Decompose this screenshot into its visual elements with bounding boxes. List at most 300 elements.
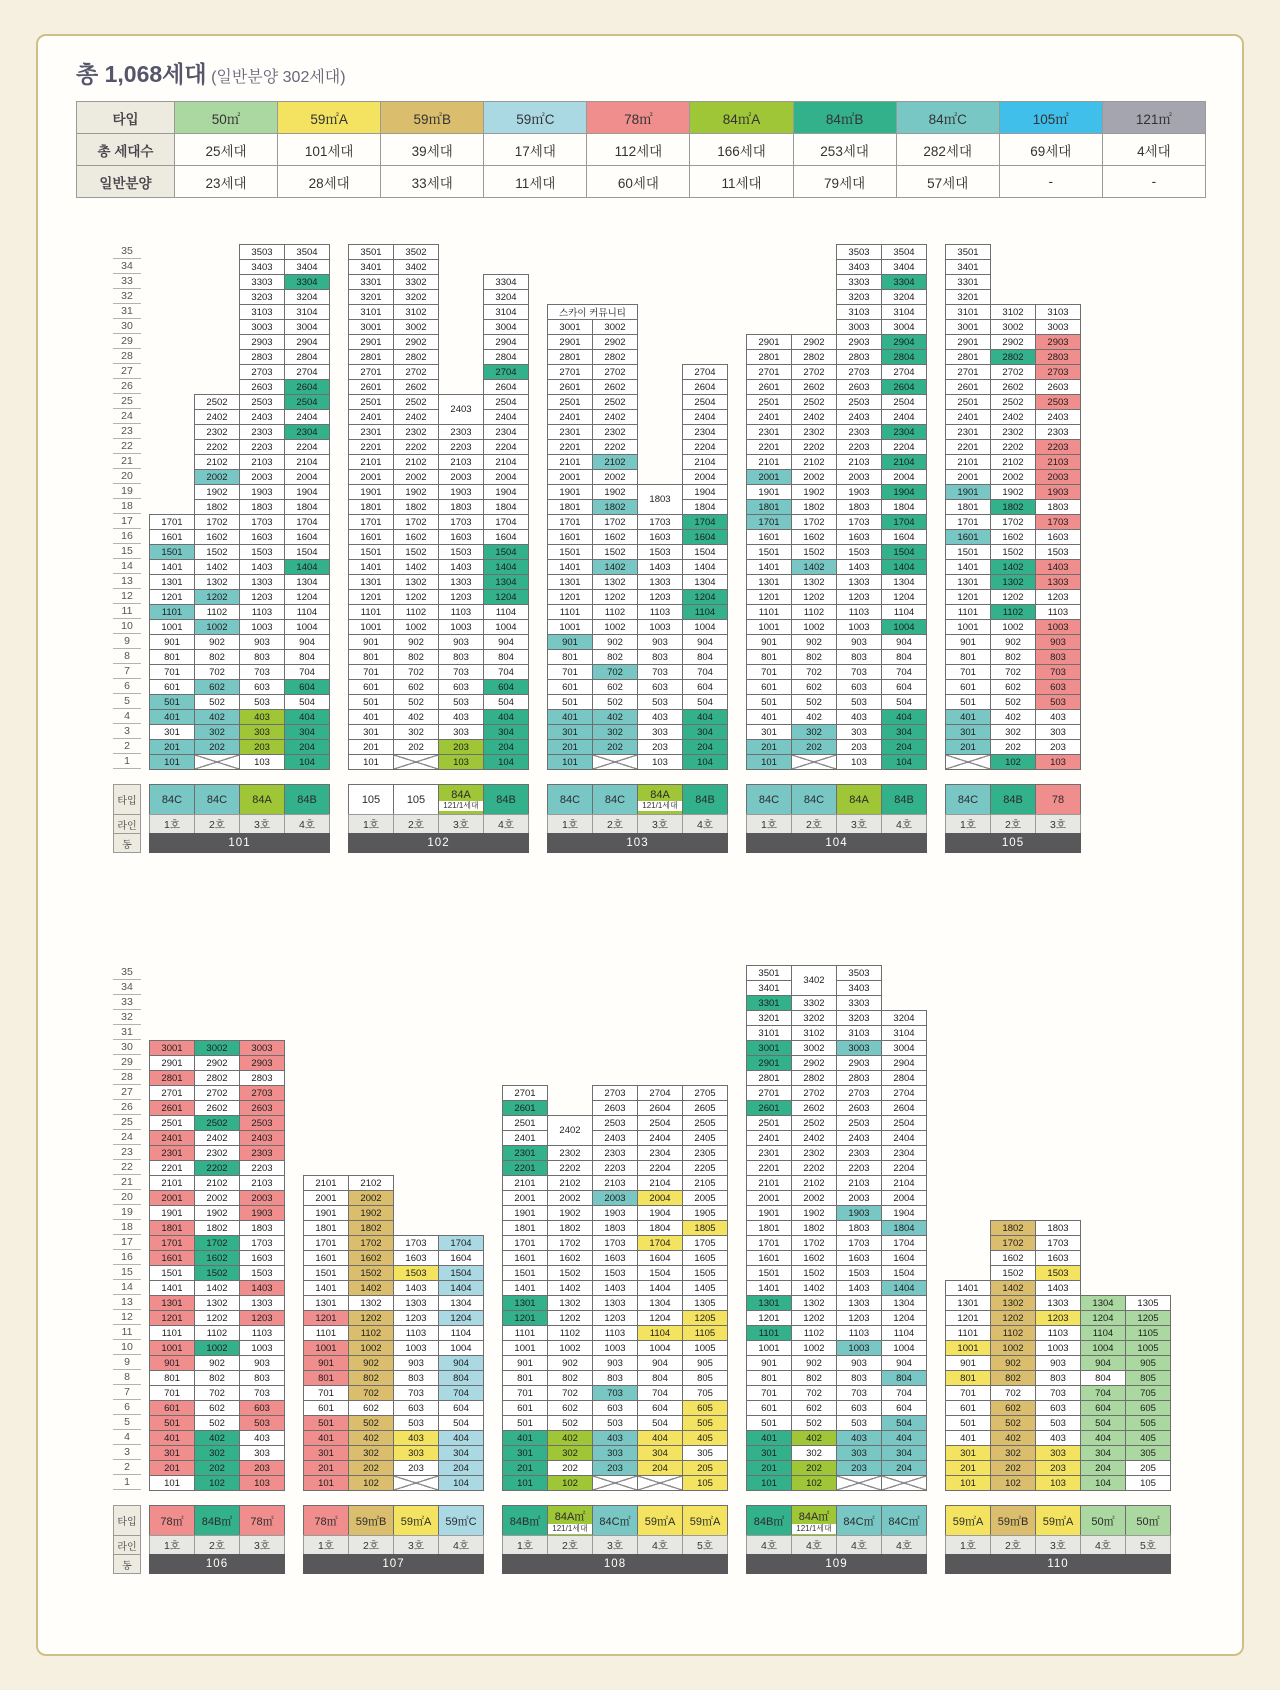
- unit-cell: 2003: [438, 469, 484, 485]
- unit-cell: 405: [1125, 1430, 1171, 1446]
- unit-cell: 2801: [348, 349, 394, 365]
- unit-cell: 505: [682, 1415, 728, 1431]
- summary-general-cell: -: [999, 166, 1102, 198]
- unit-cell: 1502: [592, 544, 638, 560]
- unit-cell: 1703: [393, 1235, 439, 1251]
- unit-cell: 1602: [990, 1250, 1036, 1266]
- unit-cell: 2202: [990, 439, 1036, 455]
- unit-cell: 201: [746, 739, 792, 755]
- unit-cell: 1802: [348, 1220, 394, 1236]
- footer-type-cell: [547, 784, 593, 815]
- unit-cell: 2401: [149, 1130, 195, 1146]
- unit-cell: 1502: [990, 1265, 1036, 1281]
- footer-line-cell: 4호: [836, 1535, 882, 1555]
- footer-line-cell: 4호: [483, 814, 529, 834]
- footer-type-cell: [592, 784, 638, 815]
- unit-cell: 2203: [836, 439, 882, 455]
- unit-cell: 2302: [791, 1145, 837, 1161]
- unit-cell: 601: [945, 679, 991, 695]
- footer-type-label: 84A: [650, 788, 670, 801]
- unit-cell: 703: [393, 1385, 439, 1401]
- unit-cell: 804: [284, 649, 330, 665]
- unit-cell: 3001: [547, 319, 593, 335]
- unit-cell: 1002: [990, 1340, 1036, 1356]
- unit-cell: 2104: [284, 454, 330, 470]
- unit-cell: 403: [1035, 1430, 1081, 1446]
- unit-cell: 201: [502, 1460, 548, 1476]
- unit-cell: 1502: [393, 544, 439, 560]
- footer-type-label: 50㎡: [1136, 1515, 1160, 1528]
- unit-cell: 2403: [592, 1130, 638, 1146]
- unit-cell: 202: [990, 739, 1036, 755]
- unit-cell: 2702: [592, 364, 638, 380]
- unit-cell: 1901: [502, 1205, 548, 1221]
- footer-line-cell: 2호: [393, 814, 439, 834]
- unit-cell: 201: [746, 1460, 792, 1476]
- sky-community-banner: 스카이 커뮤니티: [547, 304, 638, 320]
- unit-cell: 3301: [945, 274, 991, 290]
- building-109: [746, 965, 927, 1574]
- building-104: [746, 244, 927, 853]
- unit-cell: 3003: [239, 319, 285, 335]
- unit-cell: 2701: [348, 364, 394, 380]
- unit-cell: 3001: [348, 319, 394, 335]
- unit-cell: 1004: [881, 619, 927, 635]
- unit-cell: 1203: [239, 589, 285, 605]
- footer-type-cell: [348, 1505, 394, 1536]
- unit-cell: 204: [438, 1460, 484, 1476]
- footer-line-cell: 3호: [1035, 814, 1081, 834]
- unit-cell: 1003: [836, 1340, 882, 1356]
- unit-cell: 302: [592, 724, 638, 740]
- footer-type-cell: [791, 784, 837, 815]
- unit-cell: 2803: [1035, 349, 1081, 365]
- floor-label: 15: [113, 1265, 141, 1280]
- unit-cell: 2102: [194, 1175, 240, 1191]
- unit-cell: 803: [239, 649, 285, 665]
- unit-cell: 1903: [836, 1205, 882, 1221]
- footer-line-cell: 1호: [945, 814, 991, 834]
- unit-cell: 303: [836, 724, 882, 740]
- unit-cell: 1203: [239, 1310, 285, 1326]
- unit-cell: 1904: [637, 1205, 683, 1221]
- floor-label: 34: [113, 980, 141, 995]
- unit-cell: 2101: [746, 454, 792, 470]
- unit-cell: 804: [438, 1370, 484, 1386]
- unit-cell: 2704: [881, 364, 927, 380]
- building-number: 103: [547, 833, 728, 853]
- unit-cell: 303: [1035, 724, 1081, 740]
- footer-type-label: 84C: [604, 793, 626, 806]
- unit-cell: 2201: [149, 1160, 195, 1176]
- footer-type-label: 84B: [894, 793, 914, 806]
- unit-cell: 1203: [836, 589, 882, 605]
- unit-cell: 1103: [393, 1325, 439, 1341]
- unit-cell: 1603: [836, 529, 882, 545]
- unit-cell: 302: [393, 724, 439, 740]
- unit-cell: 1203: [393, 1310, 439, 1326]
- unit-cell: 2003: [836, 1190, 882, 1206]
- unit-cell: 3204: [483, 289, 529, 305]
- unit-cell: 1303: [592, 1295, 638, 1311]
- general-sale-subtitle: (일반분양 302세대): [211, 69, 346, 86]
- floor-label: 24: [113, 409, 141, 424]
- unit-cell: 2502: [194, 394, 240, 410]
- unit-cell: 2804: [483, 349, 529, 365]
- unit-cell: 702: [990, 1385, 1036, 1401]
- unit-cell: 1303: [1035, 1295, 1081, 1311]
- unit-cell: 502: [990, 1415, 1036, 1431]
- unit-cell: 1702: [194, 1235, 240, 1251]
- unit-cell: 1003: [592, 1340, 638, 1356]
- unit-cell: 1602: [791, 1250, 837, 1266]
- unit-cell: 2803: [836, 349, 882, 365]
- unit-cell: 704: [881, 664, 927, 680]
- floor-label: 20: [113, 1190, 141, 1205]
- unit-cell: 901: [547, 634, 593, 650]
- floor-label: 14: [113, 1280, 141, 1295]
- unit-cell: 2202: [194, 1160, 240, 1176]
- unit-cell: 1702: [990, 1235, 1036, 1251]
- unit-cell: 2503: [1035, 394, 1081, 410]
- unit-cell: 603: [393, 1400, 439, 1416]
- unit-cell: 603: [1035, 679, 1081, 695]
- unit-cell: 2204: [637, 1160, 683, 1176]
- unit-cell: 1805: [682, 1220, 728, 1236]
- unit-cell: 1603: [1035, 1250, 1081, 1266]
- unit-cell: 902: [791, 1355, 837, 1371]
- unit-cell: 1403: [637, 559, 683, 575]
- unit-cell: 1704: [438, 1235, 484, 1251]
- unit-cell: 103: [1035, 1475, 1081, 1491]
- unit-cell: 1901: [746, 1205, 792, 1221]
- unit-cell: 1001: [945, 1340, 991, 1356]
- unit-cell: 1705: [682, 1235, 728, 1251]
- unit-cell: 1703: [592, 1235, 638, 1251]
- unit-cell: 504: [284, 694, 330, 710]
- unit-cell: 603: [239, 1400, 285, 1416]
- unit-cell: 2804: [881, 349, 927, 365]
- unit-cell: 1004: [881, 1340, 927, 1356]
- footer-type-label: 84B㎡: [201, 1515, 233, 1528]
- unit-cell: 2802: [791, 1070, 837, 1086]
- unit-cell: 505: [1125, 1415, 1171, 1431]
- unit-cell: 1502: [348, 1265, 394, 1281]
- unit-cell: 1403: [1035, 559, 1081, 575]
- unit-cell: 2101: [547, 454, 593, 470]
- unit-cell: 3002: [990, 319, 1036, 335]
- unit-cell: 3004: [881, 319, 927, 335]
- unit-cell: 1402: [592, 559, 638, 575]
- unit-cell: 2004: [682, 469, 728, 485]
- unit-cell: 1704: [284, 514, 330, 530]
- crossed-unit-cell: [592, 1475, 638, 1491]
- unit-cell: 103: [1035, 754, 1081, 770]
- footer-type-cell: [1125, 1505, 1171, 1536]
- unit-cell: 301: [746, 724, 792, 740]
- unit-cell: 3101: [945, 304, 991, 320]
- unit-cell: 601: [149, 679, 195, 695]
- building-number: 102: [348, 833, 529, 853]
- unit-cell: 2301: [502, 1145, 548, 1161]
- unit-cell: 2302: [194, 424, 240, 440]
- unit-cell: 1502: [194, 1265, 240, 1281]
- floor-label: 8: [113, 649, 141, 664]
- unit-cell: 401: [945, 709, 991, 725]
- unit-cell: 401: [149, 709, 195, 725]
- unit-cell: 1703: [836, 514, 882, 530]
- footer-type-label: 84A㎡: [554, 1510, 586, 1523]
- unit-cell: 2201: [746, 1160, 792, 1176]
- unit-cell: 701: [149, 664, 195, 680]
- unit-cell: 2403: [836, 409, 882, 425]
- unit-cell: 902: [194, 1355, 240, 1371]
- unit-cell: 3504: [881, 244, 927, 260]
- unit-cell: 2103: [438, 454, 484, 470]
- unit-cell: 202: [393, 739, 439, 755]
- footer-type-cell: [836, 1505, 882, 1536]
- unit-cell: 2303: [438, 424, 484, 440]
- unit-cell: 1204: [438, 1310, 484, 1326]
- footer-type-cell: [393, 1505, 439, 1536]
- summary-general-cell: 11세대: [484, 166, 587, 198]
- unit-cell: 1604: [284, 529, 330, 545]
- unit-cell: 503: [836, 1415, 882, 1431]
- unit-cell: 401: [945, 1430, 991, 1446]
- footer-type-label: 59㎡A: [644, 1515, 676, 1528]
- unit-cell: 2901: [746, 334, 792, 350]
- footer-type-cell: [483, 784, 529, 815]
- legend-line-label: 라인: [113, 814, 141, 834]
- footer-type-cell: [836, 784, 882, 815]
- unit-cell: 302: [194, 1445, 240, 1461]
- unit-cell: 2305: [682, 1145, 728, 1161]
- unit-cell: 1105: [682, 1325, 728, 1341]
- unit-cell: 601: [746, 679, 792, 695]
- unit-cell: 2602: [194, 1100, 240, 1116]
- summary-general-cell: 57세대: [896, 166, 999, 198]
- floor-label: 24: [113, 1130, 141, 1145]
- unit-cell: 2503: [239, 1115, 285, 1131]
- crossed-unit-cell: [637, 1475, 683, 1491]
- unit-cell: 101: [945, 1475, 991, 1491]
- unit-cell: 1401: [746, 1280, 792, 1296]
- unit-cell: 1201: [303, 1310, 349, 1326]
- footer-type-cell: [502, 1505, 548, 1536]
- summary-row-label-general: 일반분양: [77, 166, 175, 198]
- footer-line-cell: 4호: [881, 814, 927, 834]
- unit-cell: 1604: [881, 529, 927, 545]
- unit-cell: 902: [393, 634, 439, 650]
- unit-cell: 2401: [547, 409, 593, 425]
- unit-cell: 902: [194, 634, 240, 650]
- unit-cell: 1105: [1125, 1325, 1171, 1341]
- unit-cell: 1704: [483, 514, 529, 530]
- unit-cell: 3102: [393, 304, 439, 320]
- unit-cell: 301: [945, 724, 991, 740]
- unit-cell: 2102: [990, 454, 1036, 470]
- unit-cell: 403: [239, 1430, 285, 1446]
- unit-cell: 2705: [682, 1085, 728, 1101]
- unit-cell: 3103: [1035, 304, 1081, 320]
- floor-label: 5: [113, 694, 141, 709]
- unit-cell: 705: [1125, 1385, 1171, 1401]
- footer-type-cell: [1035, 1505, 1081, 1536]
- unit-cell: 2203: [239, 1160, 285, 1176]
- footer-type-label: 84A: [252, 793, 272, 806]
- merged-unit-cell: 3402: [791, 965, 837, 996]
- unit-cell: 303: [239, 724, 285, 740]
- unit-cell: 203: [836, 1460, 882, 1476]
- footer-type-label: 84A: [451, 788, 471, 801]
- unit-cell: 2601: [547, 379, 593, 395]
- unit-cell: 1503: [438, 544, 484, 560]
- unit-cell: 304: [682, 724, 728, 740]
- unit-cell: 1604: [438, 1250, 484, 1266]
- unit-cell: 2402: [791, 1130, 837, 1146]
- unit-cell: 1001: [348, 619, 394, 635]
- unit-cell: 1001: [945, 619, 991, 635]
- unit-cell: 304: [637, 1445, 683, 1461]
- unit-cell: 1202: [393, 589, 439, 605]
- unit-cell: 2603: [592, 1100, 638, 1116]
- unit-cell: 2502: [791, 1115, 837, 1131]
- unit-cell: 1002: [990, 619, 1036, 635]
- unit-cell: 2102: [791, 454, 837, 470]
- building-number: 110: [945, 1554, 1171, 1574]
- unit-cell: 2204: [881, 1160, 927, 1176]
- floor-label: 5: [113, 1415, 141, 1430]
- unit-cell: 1502: [194, 544, 240, 560]
- floor-label: 35: [113, 244, 141, 259]
- unit-cell: 3102: [791, 1025, 837, 1041]
- unit-cell: 3404: [284, 259, 330, 275]
- unit-cell: 2304: [637, 1145, 683, 1161]
- unit-cell: 2903: [239, 334, 285, 350]
- unit-cell: 503: [1035, 1415, 1081, 1431]
- unit-cell: 1503: [1035, 544, 1081, 560]
- unit-cell: 702: [791, 1385, 837, 1401]
- unit-cell: 803: [592, 1370, 638, 1386]
- unit-cell: 3104: [284, 304, 330, 320]
- unit-cell: 203: [239, 739, 285, 755]
- unit-cell: 2202: [791, 1160, 837, 1176]
- unit-cell: 601: [547, 679, 593, 695]
- unit-cell: 1902: [348, 1205, 394, 1221]
- unit-cell: 1803: [438, 499, 484, 515]
- unit-cell: 2001: [303, 1190, 349, 1206]
- footer-type-label: 84B: [297, 793, 317, 806]
- unit-cell: 1002: [791, 1340, 837, 1356]
- unit-cell: 101: [746, 1475, 792, 1491]
- unit-cell: 302: [990, 724, 1036, 740]
- unit-cell: 2704: [284, 364, 330, 380]
- unit-cell: 203: [836, 739, 882, 755]
- unit-cell: 1904: [881, 1205, 927, 1221]
- unit-cell: 3002: [791, 1040, 837, 1056]
- unit-cell: 403: [637, 709, 683, 725]
- unit-cell: 1104: [881, 604, 927, 620]
- unit-cell: 202: [592, 739, 638, 755]
- unit-cell: 1303: [836, 574, 882, 590]
- unit-cell: 1701: [547, 514, 593, 530]
- unit-cell: 404: [682, 709, 728, 725]
- unit-cell: 2001: [149, 1190, 195, 1206]
- summary-total-cell: 166세대: [690, 134, 793, 166]
- unit-cell: 1804: [284, 499, 330, 515]
- unit-cell: 201: [547, 739, 593, 755]
- unit-cell: 1702: [547, 1235, 593, 1251]
- unit-cell: 3304: [284, 274, 330, 290]
- unit-cell: 2301: [945, 424, 991, 440]
- summary-total-cell: 4세대: [1102, 134, 1205, 166]
- unit-cell: 2101: [502, 1175, 548, 1191]
- unit-cell: 2403: [836, 1130, 882, 1146]
- unit-cell: 2003: [239, 1190, 285, 1206]
- unit-cell: 1802: [393, 499, 439, 515]
- unit-cell: 2502: [990, 394, 1036, 410]
- unit-cell: 1802: [791, 499, 837, 515]
- unit-cell: 1002: [194, 619, 240, 635]
- unit-cell: 1302: [194, 1295, 240, 1311]
- floor-axis: [113, 244, 141, 853]
- footer-type-label: 84C㎡: [888, 1515, 920, 1528]
- unit-cell: 201: [149, 1460, 195, 1476]
- unit-cell: 501: [303, 1415, 349, 1431]
- unit-cell: 3304: [881, 274, 927, 290]
- unit-cell: 2603: [836, 379, 882, 395]
- unit-cell: 703: [1035, 664, 1081, 680]
- unit-cell: 1003: [438, 619, 484, 635]
- footer-line-cell: 2호: [592, 814, 638, 834]
- unit-cell: 3004: [483, 319, 529, 335]
- unit-cell: 2102: [194, 454, 240, 470]
- unit-cell: 1602: [393, 529, 439, 545]
- footer-line-cell: 2호: [194, 814, 240, 834]
- unit-cell: 1301: [149, 1295, 195, 1311]
- unit-cell: 601: [746, 1400, 792, 1416]
- unit-cell: 2604: [881, 379, 927, 395]
- floor-label: 29: [113, 334, 141, 349]
- unit-cell: 1501: [547, 544, 593, 560]
- unit-cell: 2502: [592, 394, 638, 410]
- footer-type-label: 84B: [496, 793, 516, 806]
- unit-cell: 2101: [945, 454, 991, 470]
- unit-cell: 1901: [945, 484, 991, 500]
- unit-cell: 2401: [945, 409, 991, 425]
- unit-cell: 1004: [438, 1340, 484, 1356]
- floor-label: 33: [113, 995, 141, 1010]
- footer-type-label: 84B㎡: [509, 1515, 541, 1528]
- unit-cell: 1603: [239, 1250, 285, 1266]
- unit-cell: 1601: [149, 529, 195, 545]
- unit-cell: 601: [303, 1400, 349, 1416]
- unit-cell: 1903: [1035, 484, 1081, 500]
- floor-label: 13: [113, 1295, 141, 1310]
- unit-cell: 202: [791, 739, 837, 755]
- unit-cell: 402: [348, 1430, 394, 1446]
- unit-cell: 803: [637, 649, 683, 665]
- unit-cell: 1803: [239, 499, 285, 515]
- summary-type-cell: 50㎡: [175, 102, 278, 134]
- unit-cell: 1102: [194, 604, 240, 620]
- unit-cell: 402: [547, 1430, 593, 1446]
- unit-cell: 1603: [239, 529, 285, 545]
- unit-cell: 502: [348, 1415, 394, 1431]
- unit-cell: 303: [1035, 1445, 1081, 1461]
- unit-cell: 1003: [239, 619, 285, 635]
- merged-unit-cell: 1803: [637, 484, 683, 515]
